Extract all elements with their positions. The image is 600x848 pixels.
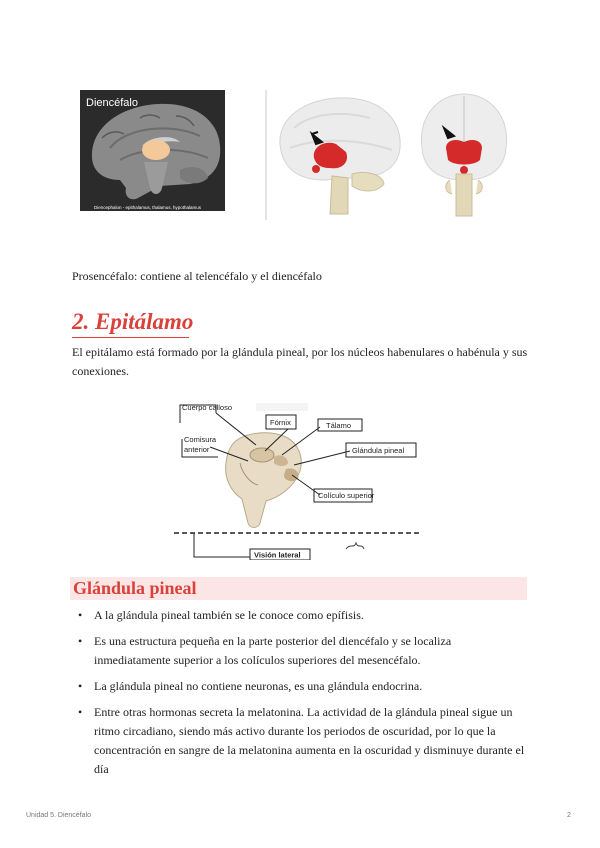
pineal-bullet-list [72,606,528,786]
figure-caption: Prosencéfalo: contiene al telencéfalo y el diencéfalo [72,269,322,283]
panel-footnote: Diencephalon - epithalamus, thalamus, hypothalamus [94,205,202,210]
thalamus-highlight [142,140,170,160]
list-item [72,703,528,779]
lateral-brain-render [280,98,400,214]
list-item-text: A la glándula pineal también se le conoce como epífisis. [94,608,364,622]
bullet-icon: • [78,634,83,648]
footer-page-number: 2 [567,812,571,819]
bullet-icon: • [78,608,83,622]
section-heading-glandula-pineal: Glándula pineal [73,578,197,598]
epitalamo-paragraph: El epitálamo está formado por la glándula pineal, por los núcleos habenulares o habénula y sus conexiones. [72,345,528,378]
brain-figure-top [80,88,530,223]
label-talamo: Tálamo [326,421,352,430]
section-heading-epitalamo: 2. Epitálamo [72,309,194,334]
list-item [72,677,528,696]
label-fornix: Fórnix [270,418,291,427]
heading-underline [72,337,189,338]
frontal-brain-render [422,94,507,216]
list-item [72,632,528,670]
bullet-icon: • [78,705,83,719]
list-item-text: Entre otras hormonas secreta la melatonina. La actividad de la glándula pineal sigue un ritmo circadiano, siendo más activo durante los periodos de oscuridad, por lo que la concentración en sangre de la melatonina aumenta en la oscuridad y disminuye durante el día [94,705,525,776]
label-glandula-pineal: Glándula pineal [352,446,405,455]
label-vision-lateral: Visión lateral [254,550,301,560]
epithalamus-diagram [170,393,432,560]
label-comisura: Comisura [184,435,217,444]
thalamus-red-frontal [446,140,482,165]
panel-title: Diencéfalo [86,97,138,109]
label-cuerpo-calloso: Cuerpo calloso [182,403,233,412]
label-comisura-anterior: anterior [184,445,210,454]
label-annotation-box [256,403,308,411]
sagittal-brain-photo [80,90,225,211]
list-item-text: La glándula pineal no contiene neuronas, es una glándula endocrina. [94,679,423,693]
list-item-text: Es una estructura pequeña en la parte posterior del diencéfalo y se localiza inmediatamente superior a los colículos superiores del mesencéfalo. [94,634,452,667]
label-coliculo-superior: Colículo superior [318,491,375,500]
list-item [72,606,528,625]
footer-unit-label: Unidad 5. Diencéfalo [26,812,91,819]
bullet-icon: • [78,679,83,693]
